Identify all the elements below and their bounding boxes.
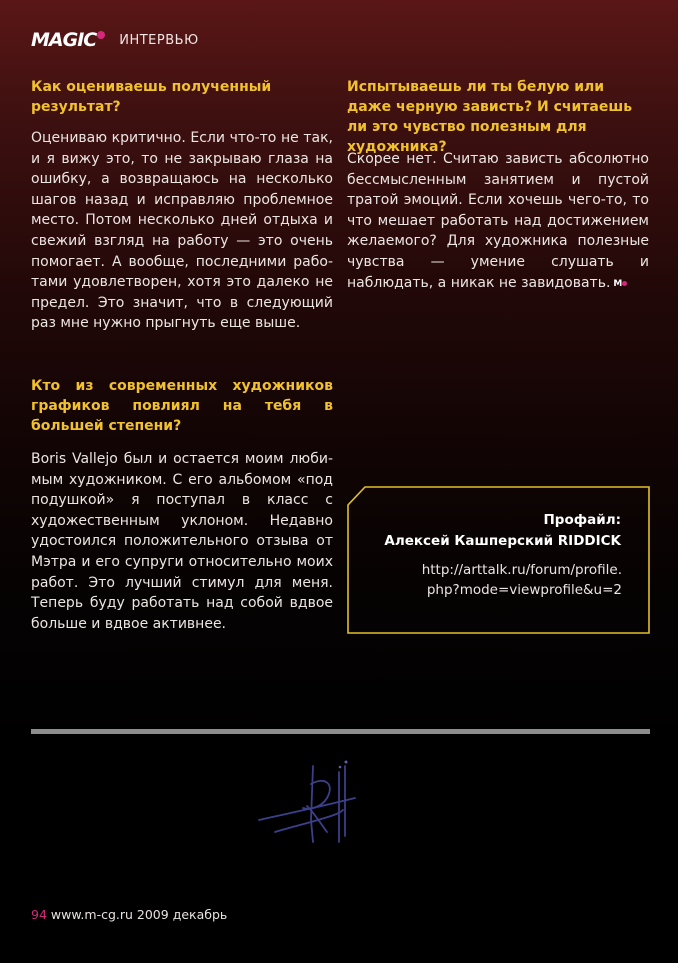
question-heading: Испытываешь ли ты белую или даже черную зависть? И считаешь ли это чувство полезным для художника? [347,79,633,155]
answer-paragraph: Оцениваю критично. Если что-то не так, и я вижу это, то не закрываю глаза на ошибку, а возвращаюсь на несколько шагов назад и исправляю проблемное место. Потом несколько дней отдыха и свежий взгляд на работу — это очень помогает. А вообще, последними работами удовлетворен, хотя это далеко не предел. Это значит, что в следующий раз мне нужно прыгнуть еще выше. [31,130,333,332]
profile-link-line: php?mode=viewprofile&u=2 [426,582,622,598]
profile-name: Алексей Кашперский RIDDICK [384,533,621,549]
magazine-logo: MAGIC [31,29,105,51]
page-header [31,28,199,52]
logo-dot-icon [97,31,105,39]
page-footer [31,907,227,922]
answer-envy [347,149,649,294]
section-label: ИНТЕРВЬЮ [119,32,199,48]
profile-box [347,486,650,634]
footer-site[interactable]: www.m-cg.ru [50,907,133,922]
section-divider [31,729,650,734]
profile-label: Профайл: [543,512,621,528]
profile-title [384,510,621,552]
footer-month: декабрь [172,907,228,922]
profile-link[interactable] [422,560,622,600]
end-mark-logo: M [613,274,627,295]
answer-paragraph: Boris Vallejo был и остается моим любимым художником. С его альбомом «под подушкой» я поступал в класс с художественным уклоном. Недавно удостоился положительного отзыва от Мэтра и его супруги относительно моих работ. Это лучший стимул для меня. Теперь буду работать над собой вдвое больше и вдвое активнее. [31,451,333,632]
question-influence [31,376,333,436]
footer-year: 2009 [136,907,169,922]
page-number: 94 [31,907,47,922]
artist-signature-image [255,758,365,848]
question-heading: Как оцениваешь полученный результат? [31,79,272,115]
answer-paragraph: Скорее нет. Считаю зависть абсолютно бессмысленным занятием и пустой тратой эмоций. Если хочешь чего-то, то что мешает работать над достижением желаемого? Для художника полезные чувства — умение слушать и наблюдать, а никак не завидовать. M [347,149,649,294]
question-heading: Кто из современных художников графиков повлиял на тебя в большей степени? [31,378,333,434]
profile-link-line: http://arttalk.ru/forum/profile. [421,562,622,578]
question-result [31,77,333,117]
answer-influence [31,449,333,634]
question-envy [347,77,649,157]
answer-result [31,128,333,334]
